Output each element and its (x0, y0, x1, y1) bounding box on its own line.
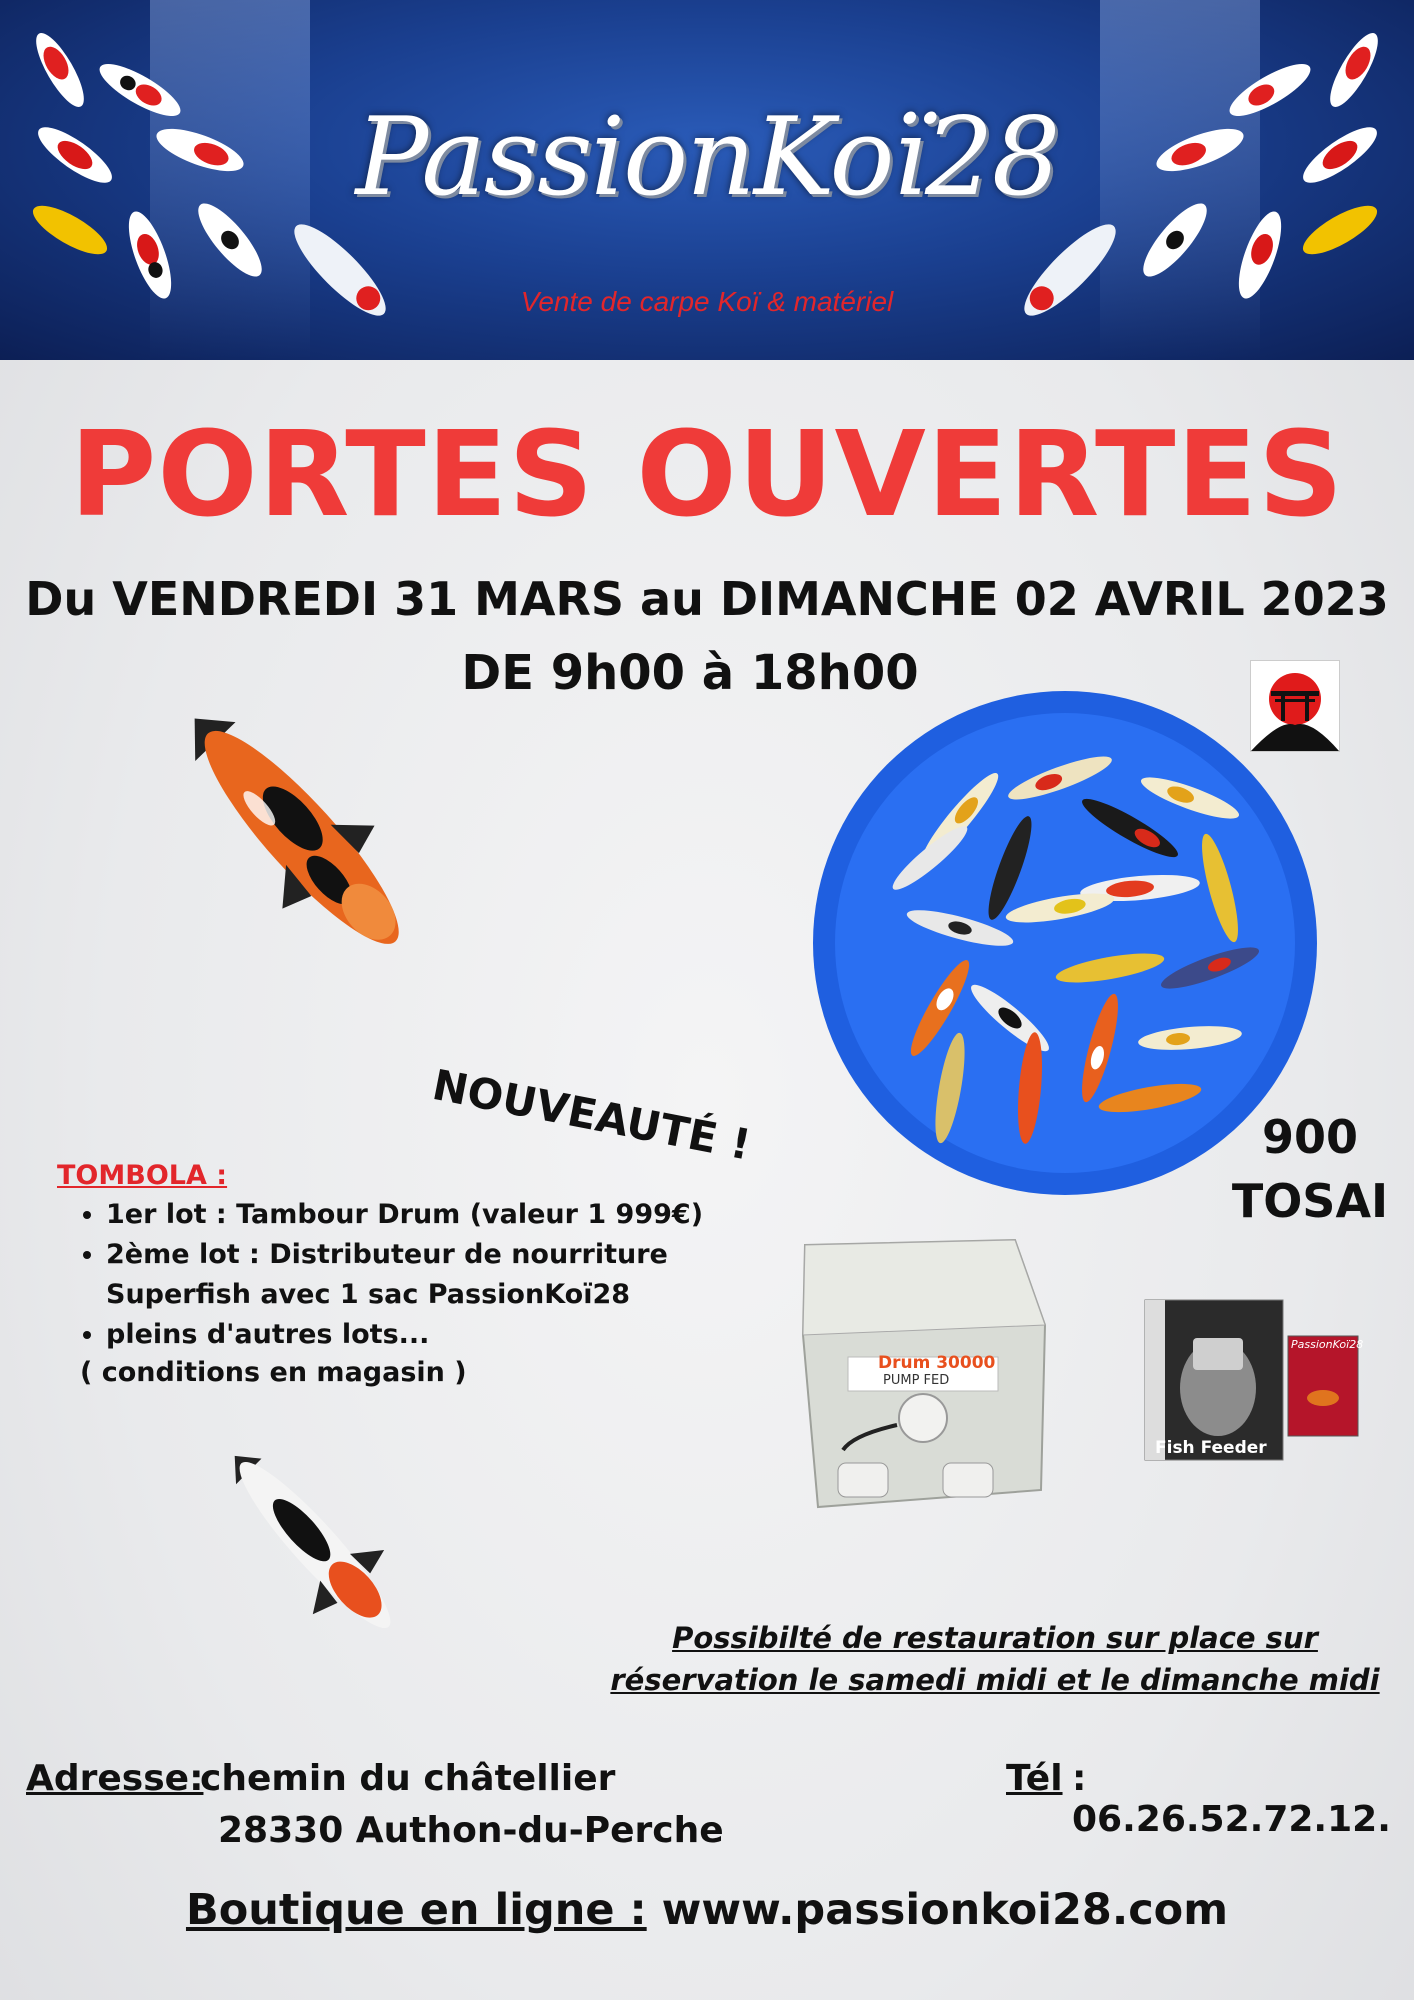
restaurant-line-1: Possibilté de restauration sur place sur (672, 1621, 1318, 1655)
feeder-label: Fish Feeder (1155, 1438, 1267, 1458)
tombola-prize-2: • 2ème lot : Distributeur de nourriture Superfish avec 1 sac PassionKoï28 (106, 1235, 746, 1315)
drum-filter-photo (793, 1235, 1051, 1510)
phone-number[interactable]: : 06.26.52.72.12. (1072, 1758, 1391, 1840)
event-hours: DE 9h00 à 18h00 (461, 645, 919, 701)
tombola-heading: TOMBOLA : (57, 1160, 228, 1191)
online-shop-label: Boutique en ligne : (185, 1885, 647, 1935)
event-title: PORTES OUVERTES (69, 405, 1345, 543)
online-shop (0, 1885, 1414, 1935)
tombola-prize-3: • pleins d'autres lots... (106, 1315, 746, 1355)
restaurant-line-2: réservation le samedi midi et le dimanche midi (610, 1663, 1380, 1697)
header-banner (0, 0, 1414, 360)
koi-fish-illustration-small (195, 1430, 435, 1660)
address-street: chemin du châtellier (200, 1758, 616, 1799)
brand-logo: PassionKoï28 (355, 95, 1059, 220)
tosai-number: 900 (1261, 1110, 1359, 1164)
feeder-brand-label: PassionKoï28 (1291, 1338, 1364, 1351)
tosai-count (1210, 1105, 1410, 1233)
tosai-label: TOSAI (1231, 1174, 1389, 1228)
online-shop-url[interactable]: www.passionkoi28.com (661, 1885, 1229, 1935)
tombola-conditions: ( conditions en magasin ) (80, 1357, 467, 1388)
restaurant-note (600, 1617, 1390, 1701)
drum-model-sublabel: PUMP FED (883, 1373, 950, 1388)
fish-feeder-photo (1143, 1298, 1364, 1463)
address-city: 28330 Authon-du-Perche (218, 1810, 724, 1851)
drum-model-label: Drum 30000 (878, 1353, 996, 1373)
brand-tagline: Vente de carpe Koï & matériel (520, 286, 894, 317)
new-badge: NOUVEAUTÉ ! (428, 1060, 755, 1170)
tombola-prize-list (70, 1195, 746, 1355)
tombola-prize-1: • 1er lot : Tambour Drum (valeur 1 999€) (106, 1195, 746, 1235)
address-label: Adresse: (26, 1758, 204, 1799)
event-dates: Du VENDREDI 31 MARS au DIMANCHE 02 AVRIL 2023 (25, 572, 1389, 626)
phone-label: Tél (1006, 1758, 1063, 1799)
koi-fish-illustration (135, 670, 455, 990)
